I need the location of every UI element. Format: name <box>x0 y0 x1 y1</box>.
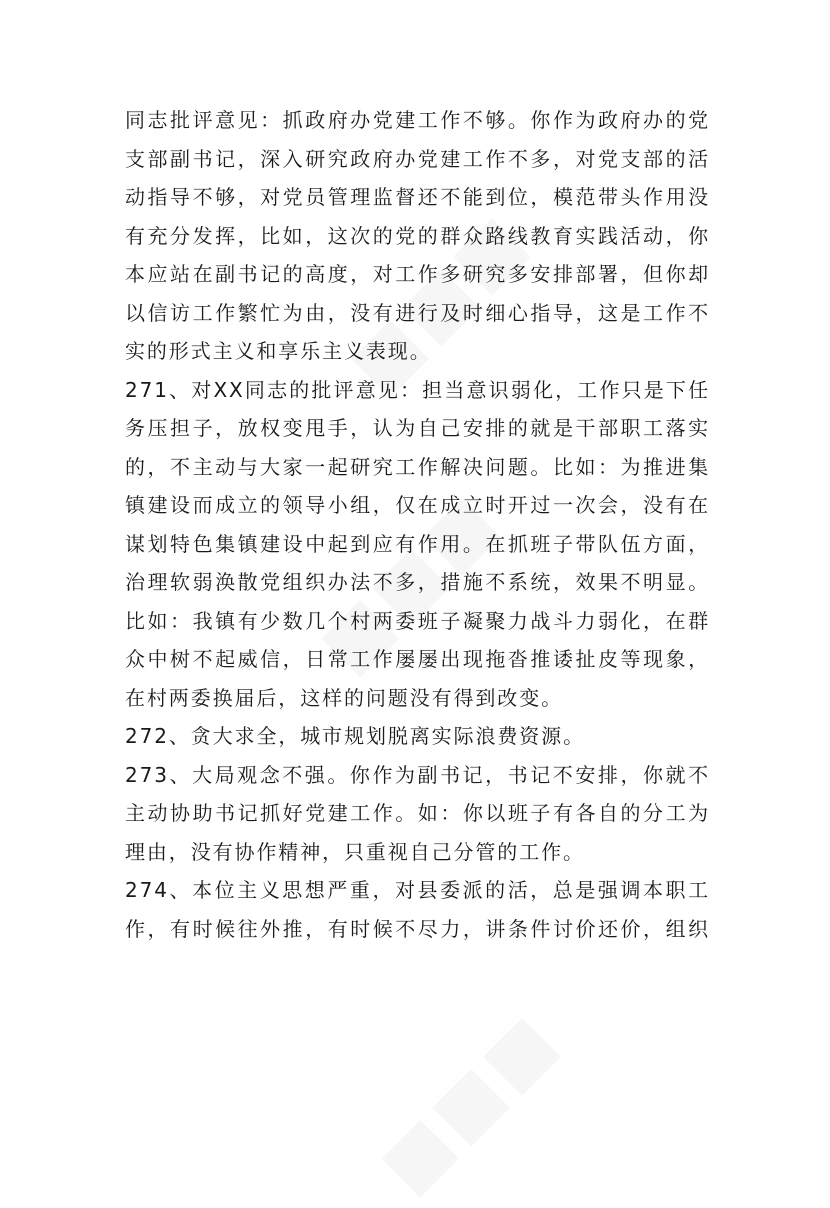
text-line: 实的形式主义和享乐主义表现。 <box>125 339 432 363</box>
text-line: 以信访工作繁忙为由，没有进行及时细心指导，这是工作不 <box>125 300 710 325</box>
text-line: 本应站在副书记的高度，对工作多研究多安排部署，但你却 <box>125 262 710 286</box>
text-line: 比如：我镇有少数几个村两委班子凝聚力战斗力弱化，在群 <box>125 608 710 633</box>
text-line: 镇建设而成立的领导小组，仅在成立时开过一次会，没有在 <box>125 493 710 517</box>
text-line: 务压担子，放权变甩手，认为自己安排的就是干部职工落实 <box>125 416 710 440</box>
text-line: 273、大局观念不强。你作为副书记，书记不安排，你就不 <box>125 762 710 787</box>
text-line: 主动协助书记抓好党建工作。如：你以班子有各自的分工为 <box>125 801 710 825</box>
text-line: 治理软弱涣散党组织办法不多，措施不系统，效果不明显。 <box>125 570 710 594</box>
watermark <box>362 996 574 1208</box>
text-line: 有充分发挥，比如，这次的党的群众路线教育实践活动，你 <box>125 223 710 248</box>
text-line: 众中树不起威信，日常工作屡屡出现拖沓推诿扯皮等现象， <box>125 647 710 671</box>
text-line: 动指导不够，对党员管理监督还不能到位，模范带头作用没 <box>125 185 710 209</box>
text-line: 作，有时候往外推，有时候不尽力，讲条件讨价还价，组织 <box>125 916 710 941</box>
text-line: 支部副书记，深入研究政府办党建工作不多，对党支部的活 <box>125 146 710 171</box>
text-line: 的，不主动与大家一起研究工作解决问题。比如：为推进集 <box>125 454 710 479</box>
text-line: 272、贪大求全，城市规划脱离实际浪费资源。 <box>125 724 585 748</box>
text-line: 谋划特色集镇建设中起到应有作用。在抓班子带队伍方面， <box>125 531 710 556</box>
text-line: 274、本位主义思想严重，对县委派的活，总是强调本职工 <box>125 878 710 902</box>
text-line: 理由，没有协作精神，只重视自己分管的工作。 <box>125 839 585 864</box>
text-line: 271、对XX同志的批评意见：担当意识弱化，工作只是下任 <box>125 377 710 402</box>
text-line: 在村两委换届后，这样的问题没有得到改变。 <box>125 685 563 710</box>
text-line: 同志批评意见：抓政府办党建工作不够。你作为政府办的党 <box>125 108 710 132</box>
document-body <box>125 101 710 948</box>
